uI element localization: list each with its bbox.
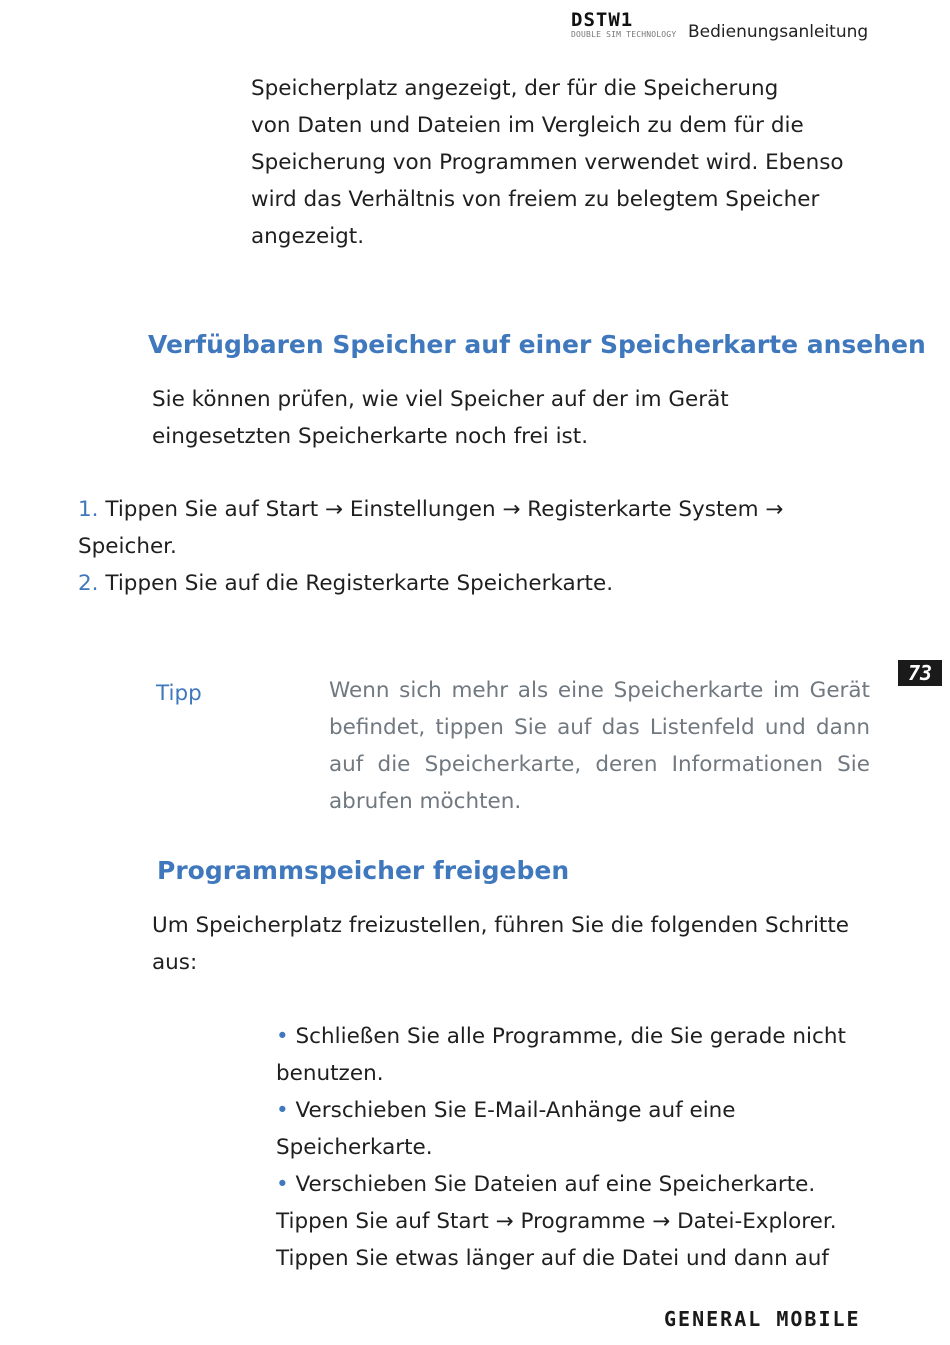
tip-label: Tipp xyxy=(156,681,202,706)
step-number: 1. xyxy=(78,497,99,522)
list-item-text: Verschieben Sie E-Mail-Anhänge auf eine xyxy=(288,1098,736,1123)
list-item xyxy=(276,1018,846,1055)
list-item-text: Tippen Sie etwas länger auf die Datei und dann auf xyxy=(276,1246,829,1271)
text-line: wird das Verhältnis von freiem zu belegtem Speicher xyxy=(251,187,820,212)
bullet-icon: • xyxy=(276,1098,289,1123)
tip-line: befindet, tippen Sie auf das Listenfeld und dann xyxy=(329,715,870,740)
text-line: von Daten und Dateien im Vergleich zu dem für die xyxy=(251,113,804,138)
step-text: Speicher. xyxy=(78,534,177,559)
brand-logo: DSTW1 xyxy=(571,9,634,31)
page-number-badge: 73 xyxy=(898,660,942,686)
text-line: angezeigt. xyxy=(251,224,365,249)
text-line: Um Speicherplatz freizustellen, führen Sie die folgenden Schritte xyxy=(152,913,850,938)
list-item-text: Verschieben Sie Dateien auf eine Speicherkarte. xyxy=(288,1172,816,1197)
list-item-text: Schließen Sie alle Programme, die Sie gerade nicht xyxy=(288,1024,846,1049)
list-item xyxy=(276,1129,846,1166)
step-item xyxy=(78,528,783,565)
step-text: Tippen Sie auf die Registerkarte Speicherkarte. xyxy=(98,571,614,596)
list-item-text: Tippen Sie auf Start → Programme → Datei-Explorer. xyxy=(276,1209,837,1234)
steps-list xyxy=(78,491,783,602)
footer-brand-logo: GENERAL MOBILE xyxy=(664,1307,861,1331)
step-item xyxy=(78,491,783,528)
section2-paragraph xyxy=(152,907,849,981)
list-item xyxy=(276,1055,846,1092)
tip-line: abrufen möchten. xyxy=(329,789,522,814)
list-item xyxy=(276,1203,846,1240)
intro-paragraph xyxy=(251,70,844,255)
brand-tagline: DOUBLE SIM TECHNOLOGY xyxy=(571,30,677,39)
text-line: aus: xyxy=(152,950,198,975)
step-text: Tippen Sie auf Start → Einstellungen → Registerkarte System → xyxy=(98,497,784,522)
list-item xyxy=(276,1166,846,1203)
step-number: 2. xyxy=(78,571,99,596)
step-item xyxy=(78,565,783,602)
tip-text xyxy=(329,672,870,820)
list-item-text: Speicherkarte. xyxy=(276,1135,433,1160)
section1-paragraph xyxy=(152,381,729,455)
list-item-text: benutzen. xyxy=(276,1061,384,1086)
tip-line: auf die Speicherkarte, deren Informationen Sie xyxy=(329,752,870,777)
text-line: Speicherplatz angezeigt, der für die Speicherung xyxy=(251,76,779,101)
bullet-list xyxy=(276,1018,846,1277)
document-title: Bedienungsanleitung xyxy=(688,22,869,42)
section-heading-view-memory: Verfügbaren Speicher auf einer Speicherkarte ansehen xyxy=(148,330,926,359)
text-line: Sie können prüfen, wie viel Speicher auf der im Gerät xyxy=(152,387,729,412)
bullet-icon: • xyxy=(276,1172,289,1197)
section-heading-free-memory: Programmspeicher freigeben xyxy=(157,856,570,885)
tip-line: Wenn sich mehr als eine Speicherkarte im Gerät xyxy=(329,678,870,703)
list-item xyxy=(276,1092,846,1129)
bullet-icon: • xyxy=(276,1024,289,1049)
text-line: Speicherung von Programmen verwendet wird. Ebenso xyxy=(251,150,844,175)
text-line: eingesetzten Speicherkarte noch frei ist. xyxy=(152,424,589,449)
list-item xyxy=(276,1240,846,1277)
